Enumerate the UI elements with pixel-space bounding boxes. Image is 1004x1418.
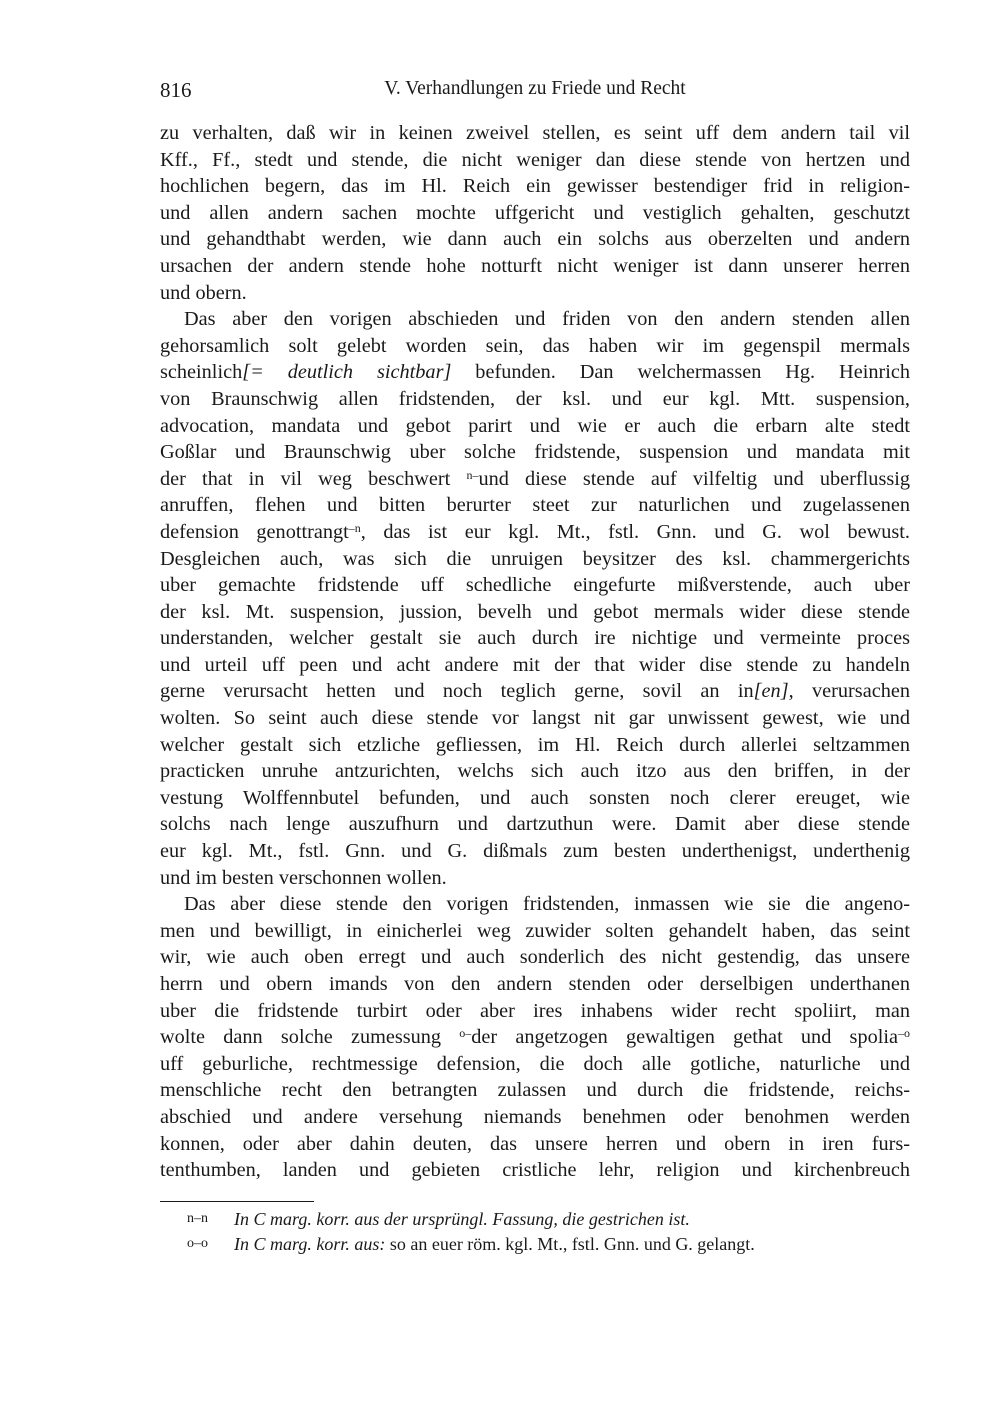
text-line: wolten. So seint auch diese stende vor langst nit gar unwissent gewest, wie und bbox=[160, 707, 910, 730]
text-run: gerne verursacht hetten und noch teglich gerne, sovil an in bbox=[160, 680, 754, 703]
text-line: abschied und andere versehung niemands benehmen oder benohmen werden bbox=[160, 1105, 910, 1128]
text-line: tenthumben, landen und gebieten cristliche lehr, religion und kirchenbreuch bbox=[160, 1159, 910, 1182]
text-run: defension genottrangt bbox=[160, 520, 349, 543]
text-line: advocation, mandata und gebot parirt und wie er auch die erbarn alte stedt bbox=[160, 414, 910, 437]
text-line: Das aber diese stende den vorigen fridstenden, inmassen wie sie die angeno- bbox=[184, 893, 910, 916]
text-line: konnen, oder aber dahin deuten, das unsere herren und obern in iren furs- bbox=[160, 1132, 910, 1155]
text-line: und urteil uff peen und acht andere mit der that wider dise stende zu handeln bbox=[160, 653, 910, 676]
footnote-marker: o– bbox=[459, 1026, 472, 1041]
footnote-marker: –n bbox=[348, 520, 361, 535]
text-run: der that in vil weg beschwert bbox=[160, 467, 467, 490]
text-line: Goßlar und Braunschwig uber solche fridstende, suspension und mandata mit bbox=[160, 441, 910, 464]
running-title: V. Verhandlungen zu Friede und Recht bbox=[384, 78, 686, 99]
footnote-divider bbox=[160, 1201, 314, 1202]
text-run: , das ist eur kgl. Mt., fstl. Gnn. und G. wol bewust. bbox=[360, 520, 910, 543]
footnotes bbox=[160, 1207, 910, 1256]
text-line: Das aber den vorigen abschieden und friden von den andern stenden allen bbox=[184, 308, 910, 331]
text-line: zu verhalten, daß wir in keinen zweivel stellen, es seint uff dem andern tail vil bbox=[160, 122, 910, 144]
footnote-marker: –o bbox=[898, 1026, 910, 1041]
text-line bbox=[160, 678, 910, 705]
page-header bbox=[160, 78, 910, 108]
text-line: der ksl. Mt. suspension, jussion, bevelh und gebot mermals wider diese stende bbox=[160, 600, 910, 623]
text-run: der angetzogen gewaltigen gethat und spolia bbox=[471, 1026, 898, 1049]
text-run: befunden. Dan welchermassen Hg. Heinrich bbox=[451, 361, 911, 384]
text-line: Desgleichen auch, was sich die unruigen beysitzer des ksl. chammergerichts bbox=[160, 547, 910, 570]
text-line: eur kgl. Mt., fstl. Gnn. und G. dißmals zum besten underthenigst, underthenig bbox=[160, 840, 910, 863]
text-line: anruffen, flehen und bitten berurter steet zur naturlichen und zugelassenen bbox=[160, 494, 910, 517]
text-line: von Braunschwig allen fridstenden, der ksl. und eur kgl. Mtt. suspension, bbox=[160, 387, 910, 410]
text-line: solchs nach lenge auszufhurn und dartzuthun were. Damit aber diese stende bbox=[160, 813, 910, 836]
text-line: hochlichen begern, das im Hl. Reich ein gewisser bestendiger frid in religion- bbox=[160, 175, 910, 198]
text-line: Kff., Ff., stedt und stende, die nicht weniger dan diese stende von hertzen und bbox=[160, 148, 910, 171]
text-line: und obern. bbox=[160, 281, 247, 304]
text-line: welcher gestalt sich etzliche gefliessen, im Hl. Reich durch allerlei seltzammen bbox=[160, 733, 910, 756]
text-line: ursachen der andern stende hohe notturft nicht weniger ist dann unserer herren bbox=[160, 254, 910, 277]
text-line: vestung Wolffennbutel befunden, und auch sonsten noch clerer ereuget, wie bbox=[160, 786, 910, 809]
text-line: gehorsamlich solt gelebt worden sein, das haben wir im gegenspil mermals bbox=[160, 334, 910, 357]
text-line: und allen andern sachen mochte uffgericht und vestiglich gehalten, geschutzt bbox=[160, 201, 910, 224]
text-line: herrn und obern imands von den andern stenden oder derselbigen underthanen bbox=[160, 973, 910, 995]
text-line: uff geburliche, rechtmessige defension, die doch alle gotliche, naturliche und bbox=[160, 1052, 910, 1075]
editorial-note: [= deutlich sichtbar] bbox=[242, 361, 452, 384]
text-line: wir, wie auch oben erregt und auch sonderlich des nicht gestendig, das unsere bbox=[160, 946, 910, 969]
text-line bbox=[160, 519, 910, 546]
text-line bbox=[160, 359, 910, 386]
footnote-marker: n– bbox=[466, 467, 479, 482]
footnote-mark: o–o bbox=[187, 1235, 208, 1251]
footnote-mark: n–n bbox=[187, 1211, 208, 1226]
text-run: und diese stende auf vilfeltig und uberflussig bbox=[478, 467, 910, 490]
footnote-italic-text: In C marg. korr. aus der ursprüngl. Fassung, die gestrichen ist. bbox=[234, 1209, 690, 1229]
text-run: scheinlich bbox=[160, 361, 243, 384]
footnote bbox=[160, 1232, 910, 1257]
text-line: und im besten verschonnen wollen. bbox=[160, 866, 447, 889]
text-line: uber gemachte fridstende uff schedliche eingefurte mißverstende, auch uber bbox=[160, 574, 910, 597]
editorial-note: [en] bbox=[753, 680, 789, 703]
text-line bbox=[160, 466, 910, 493]
page-number: 816 bbox=[160, 78, 192, 102]
text-line: menschliche recht den betrangten zulassen und durch die fridstende, reichs- bbox=[160, 1079, 910, 1102]
text-line: men und bewilligt, in einicherlei weg zuwider solten gehandelt haben, das seint bbox=[160, 919, 910, 942]
footnote-italic-text: In C marg. korr. aus: bbox=[234, 1233, 386, 1254]
footnote-text: so an euer röm. kgl. Mt., fstl. Gnn. und G. gelangt. bbox=[385, 1233, 755, 1254]
text-line bbox=[160, 1024, 910, 1051]
footnote bbox=[160, 1207, 910, 1232]
text-line: practicken unruhe antzurichten, welchs sich auch itzo aus den briffen, in der bbox=[160, 760, 910, 783]
text-run: wolte dann solche zumessung bbox=[160, 1026, 460, 1049]
text-line: understanden, welcher gestalt sie auch durch ire nichtige und vermeinte proces bbox=[160, 627, 910, 650]
body-text bbox=[160, 120, 910, 1184]
text-line: uber die fridstende turbirt oder aber ires inhabens wider recht spoliirt, man bbox=[160, 999, 910, 1022]
text-line: und gehandthabt werden, wie dann auch ein solchs aus oberzelten und andern bbox=[160, 228, 910, 251]
text-run: , verursachen bbox=[788, 680, 910, 703]
